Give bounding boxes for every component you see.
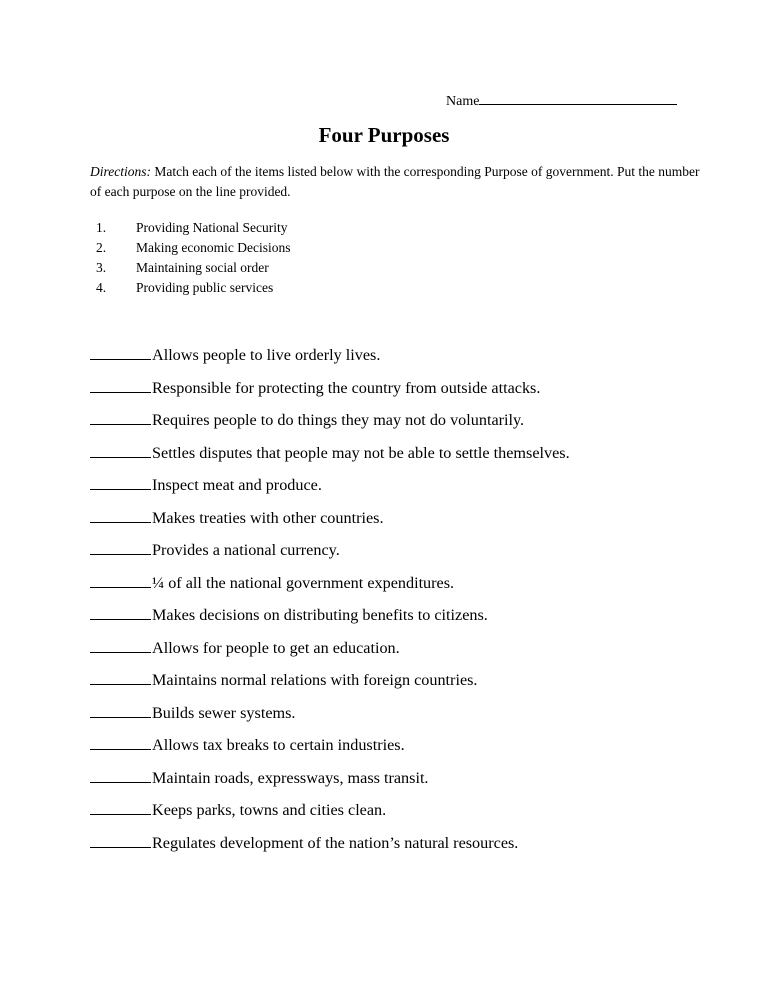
item-text: Responsible for protecting the country from outside attacks.: [152, 378, 541, 397]
answer-blank[interactable]: [90, 669, 151, 685]
answer-blank[interactable]: [90, 474, 151, 490]
item-text: Settles disputes that people may not be able to settle themselves.: [152, 443, 570, 462]
answer-blank[interactable]: [90, 344, 151, 360]
matching-item: [90, 539, 570, 572]
purpose-item: [90, 218, 290, 238]
name-field: [446, 90, 677, 110]
matching-item: [90, 832, 570, 865]
purpose-number: 2.: [96, 240, 107, 255]
purpose-item: [90, 258, 290, 278]
item-text: Requires people to do things they may not do voluntarily.: [152, 411, 525, 429]
item-text: Provides a national currency.: [152, 541, 340, 559]
matching-item: [90, 572, 570, 605]
directions: [90, 162, 710, 202]
purpose-item: [90, 238, 290, 258]
matching-item: [90, 637, 570, 670]
matching-item: [90, 507, 570, 540]
item-text: Allows people to live orderly lives.: [152, 346, 381, 364]
answer-blank[interactable]: [90, 572, 151, 588]
matching-items-list: [90, 344, 570, 864]
item-text: Allows for people to get an education.: [152, 638, 400, 657]
purpose-number: 4.: [96, 280, 107, 295]
directions-label: Directions:: [90, 164, 151, 179]
purpose-item: [90, 278, 290, 298]
matching-item: [90, 669, 570, 702]
item-text: Inspect meat and produce.: [152, 476, 322, 494]
item-text: Makes treaties with other countries.: [152, 508, 384, 527]
matching-item: [90, 474, 570, 507]
answer-blank[interactable]: [90, 539, 151, 555]
item-text: Maintain roads, expressways, mass transit.: [152, 768, 429, 787]
answer-blank[interactable]: [90, 637, 151, 653]
directions-text: Match each of the items listed below with the corresponding Purpose of government. Put the number of each purpose on the line provided.: [90, 164, 700, 199]
name-blank-line[interactable]: [479, 90, 677, 105]
item-text: Maintains normal relations with foreign countries.: [152, 671, 478, 689]
item-text: Regulates development of the nation’s natural resources.: [152, 833, 519, 852]
answer-blank[interactable]: [90, 442, 151, 458]
purpose-number: 3.: [96, 260, 107, 275]
answer-blank[interactable]: [90, 734, 151, 750]
matching-item: [90, 767, 570, 800]
answer-blank[interactable]: [90, 799, 151, 815]
item-text: Allows tax breaks to certain industries.: [152, 736, 405, 754]
answer-blank[interactable]: [90, 832, 151, 848]
matching-item: [90, 377, 570, 410]
matching-item: [90, 799, 570, 832]
matching-item: [90, 344, 570, 377]
item-text: Keeps parks, towns and cities clean.: [152, 801, 387, 819]
answer-blank[interactable]: [90, 507, 151, 523]
matching-item: [90, 442, 570, 475]
answer-blank[interactable]: [90, 767, 151, 783]
matching-item: [90, 604, 570, 637]
purpose-label: Making economic Decisions: [136, 240, 291, 255]
matching-item: [90, 409, 570, 442]
purpose-label: Providing public services: [136, 280, 274, 295]
purpose-number: 1.: [96, 220, 107, 235]
item-text: Builds sewer systems.: [152, 703, 296, 722]
page-title: Four Purposes: [318, 123, 450, 147]
answer-blank[interactable]: [90, 604, 151, 620]
item-text: Makes decisions on distributing benefits to citizens.: [152, 606, 488, 624]
purpose-label: Providing National Security: [136, 220, 288, 235]
item-text: ¼ of all the national government expenditures.: [152, 573, 455, 592]
name-label: Name: [446, 94, 480, 109]
answer-blank[interactable]: [90, 409, 151, 425]
matching-item: [90, 702, 570, 735]
matching-item: [90, 734, 570, 767]
answer-blank[interactable]: [90, 377, 151, 393]
purposes-list: [90, 218, 290, 298]
answer-blank[interactable]: [90, 702, 151, 718]
purpose-label: Maintaining social order: [136, 260, 269, 275]
